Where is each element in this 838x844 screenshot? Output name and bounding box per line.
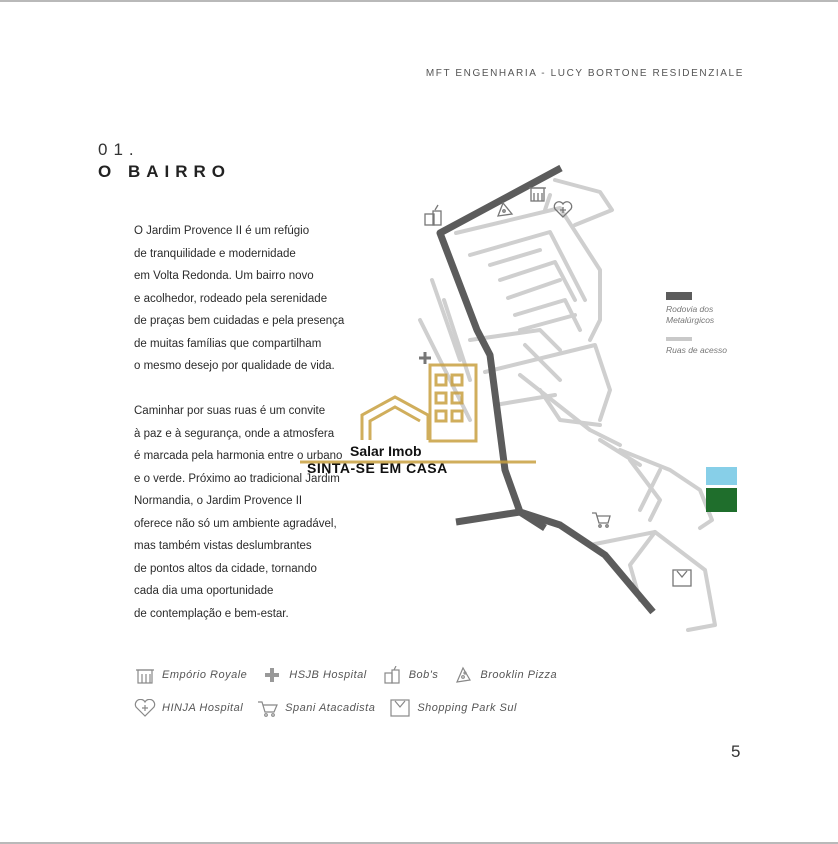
- paragraph-line: de pontos altos da cidade, tornando: [134, 562, 317, 575]
- map-color-swatch-blue: [706, 467, 737, 485]
- poi-label: Brooklin Pizza: [480, 669, 558, 681]
- poi-item: [134, 666, 247, 684]
- pizza-icon: [498, 203, 512, 216]
- poi-item: [134, 699, 243, 717]
- poi-label: Spani Atacadista: [285, 702, 376, 714]
- legend-highway-swatch: [666, 292, 692, 300]
- cart-icon: [257, 699, 279, 717]
- poi-item: [452, 666, 557, 684]
- drink-burger-icon: [425, 205, 441, 225]
- top-border: [0, 0, 838, 2]
- paragraph-line: de muitas famílias que compartilham: [134, 337, 322, 350]
- paragraph-line: e o verde. Próximo ao tradicional Jardim: [134, 472, 340, 485]
- legend-access-label: Ruas de acesso: [666, 345, 727, 355]
- legend-highway-label: Rodovia dos Metalúrgicos: [666, 304, 715, 325]
- poi-label: HSJB Hospital: [289, 669, 367, 681]
- poi-item: [381, 666, 439, 684]
- legend-access: [666, 337, 756, 356]
- paragraph-line: mas também vistas deslumbrantes: [134, 540, 312, 552]
- paragraph-line: de contemplação e bem-estar.: [134, 607, 289, 620]
- heart-cross-icon: [134, 699, 156, 717]
- cart-icon: [592, 513, 610, 527]
- store-icon: [529, 188, 546, 201]
- pizza-icon: [452, 666, 474, 684]
- store-icon: [134, 666, 156, 684]
- legend-access-swatch: [666, 337, 692, 341]
- paragraph-line: é marcada pela harmonia entre o urbano: [134, 450, 343, 462]
- section-number: 01.: [98, 140, 140, 159]
- poi-label: Empório Royale: [162, 669, 248, 681]
- page-number: 5: [731, 742, 741, 761]
- map-color-swatch-green: [706, 488, 737, 512]
- poi-label: Bob's: [408, 669, 439, 681]
- paragraph-line: à paz e à segurança, onde a atmosfera: [134, 427, 335, 440]
- shopping-bag-icon: [673, 570, 691, 586]
- legend-highway: [666, 292, 756, 326]
- paragraph-line: Caminhar por suas ruas é um convite: [134, 405, 326, 417]
- drink-burger-icon: [381, 666, 403, 684]
- poi-legend-row-2: [134, 698, 531, 718]
- poi-label: HINJA Hospital: [162, 702, 244, 714]
- paragraph-line: o mesmo desejo por qualidade de vida.: [134, 360, 335, 372]
- shopping-bag-icon: [389, 699, 411, 717]
- poi-item: [389, 699, 517, 717]
- poi-label: Shopping Park Sul: [417, 702, 517, 714]
- paragraph-line: de praças bem cuidadas e pela presença: [134, 315, 345, 327]
- paragraph-line: de tranquilidade e modernidade: [134, 247, 296, 260]
- poi-item: [261, 666, 366, 684]
- paragraph-line: e acolhedor, rodeado pela serenidade: [134, 292, 328, 305]
- cross-icon: [261, 666, 283, 684]
- paragraph-line: Normandia, o Jardim Provence II: [134, 495, 303, 507]
- page-header: MFT ENGENHARIA - LUCY BORTONE RESIDENZIALE: [425, 68, 744, 79]
- paragraph-line: O Jardim Provence II é um refúgio: [134, 225, 310, 237]
- paragraph-line: oferece não só um ambiente agradável,: [134, 517, 337, 530]
- paragraph-line: em Volta Redonda. Um bairro novo: [134, 270, 314, 282]
- poi-item: [257, 699, 375, 717]
- paragraph-line: cada dia uma oportunidade: [134, 585, 274, 597]
- section-title: O BAIRRO: [98, 162, 231, 181]
- poi-legend-row-1: [134, 665, 571, 685]
